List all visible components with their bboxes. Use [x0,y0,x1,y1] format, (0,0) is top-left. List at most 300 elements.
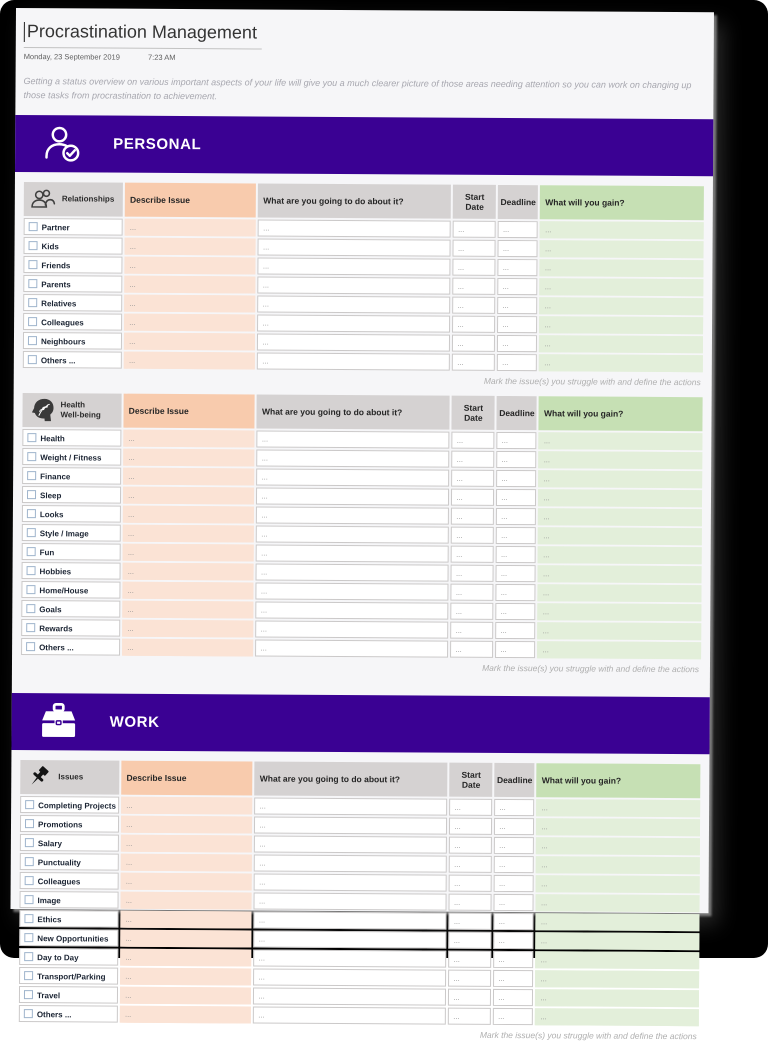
row-label: Colleagues [37,876,81,886]
cell-describe-issue[interactable]: ... [122,639,253,657]
col-header-deadline: Deadline [494,763,534,797]
cell-deadline[interactable]: ... [495,641,535,658]
todo-checkbox[interactable] [27,433,36,442]
todo-checkbox[interactable] [27,547,36,556]
table-row-rewards [21,619,701,640]
cell-describe-issue[interactable]: ... [121,873,252,891]
todo-checkbox[interactable] [26,604,35,613]
row-label: Others ... [36,1009,72,1019]
todo-checkbox[interactable] [24,933,33,942]
row-label-cell[interactable] [23,256,122,274]
cell-gain[interactable]: ... [537,799,701,817]
row-label-cell[interactable] [22,448,121,466]
cell-describe-issue[interactable]: ... [123,582,254,600]
todo-checkbox[interactable] [28,298,37,307]
cell-deadline[interactable]: ... [494,932,534,949]
cell-deadline[interactable]: ... [496,489,536,506]
cell-describe-issue[interactable]: ... [121,816,252,834]
cell-action[interactable]: ... [256,544,449,562]
row-label: Relatives [41,298,77,308]
cell-describe-issue[interactable]: ... [124,333,255,351]
cell-gain[interactable]: ... [536,894,700,912]
cell-describe-issue[interactable]: ... [120,949,251,967]
cell-start-date[interactable]: ... [452,432,495,449]
todo-checkbox[interactable] [28,317,37,326]
cell-deadline[interactable]: ... [494,894,534,911]
row-label-cell[interactable] [24,218,123,236]
cell-start-date[interactable]: ... [451,584,494,601]
cell-action[interactable]: ... [258,219,451,237]
cell-gain[interactable]: ... [536,856,700,874]
cell-gain[interactable]: ... [540,240,704,258]
cell-deadline[interactable]: ... [497,316,537,333]
cell-action[interactable]: ... [258,238,451,256]
col-header-what-are-you-going-to-do-about-it: What are you going to do about it? [257,394,450,429]
todo-checkbox[interactable] [27,471,36,480]
cell-gain[interactable]: ... [538,527,702,545]
section-banner-work [11,693,709,754]
cell-gain[interactable]: ... [536,875,700,893]
cell-describe-issue[interactable]: ... [121,854,252,872]
cell-gain[interactable]: ... [539,432,703,450]
cell-action[interactable]: ... [256,487,449,505]
cell-deadline[interactable]: ... [496,451,536,468]
cell-action[interactable]: ... [256,620,449,638]
cell-action[interactable]: ... [254,873,447,891]
row-label-cell[interactable] [21,619,120,637]
cell-describe-issue[interactable]: ... [120,1006,251,1024]
row-label: Goals [39,604,62,614]
cell-action[interactable]: ... [254,968,447,986]
cell-deadline[interactable]: ... [494,818,534,835]
cell-deadline[interactable]: ... [496,546,536,563]
cell-action[interactable]: ... [254,892,447,910]
cell-gain[interactable]: ... [538,603,702,621]
cell-deadline[interactable]: ... [494,837,534,854]
row-label-cell[interactable] [23,237,122,255]
cell-deadline[interactable]: ... [493,970,533,987]
cell-describe-issue[interactable]: ... [123,544,254,562]
cell-gain[interactable]: ... [536,932,700,950]
row-label-cell[interactable] [19,910,118,928]
cell-deadline[interactable]: ... [497,297,537,314]
table-row-colleagues [23,313,703,334]
row-label-cell[interactable] [20,872,119,890]
cell-describe-issue[interactable]: ... [123,487,254,505]
cell-start-date[interactable]: ... [449,818,492,835]
todo-checkbox[interactable] [24,914,33,923]
cell-start-date[interactable]: ... [449,856,492,873]
row-label-cell[interactable] [21,638,120,656]
col-header-what-will-you-gain: What will you gain? [540,185,704,220]
cell-start-date[interactable]: ... [453,259,496,276]
cell-describe-issue[interactable]: ... [124,314,255,332]
cell-start-date[interactable]: ... [452,470,495,487]
table-row-weight-fitness [22,448,702,469]
col-header-deadline: Deadline [498,185,538,219]
table-row-hobbies [22,562,702,583]
cell-action[interactable]: ... [254,911,447,929]
cell-deadline[interactable]: ... [498,278,538,295]
row-label: Rewards [39,623,73,633]
todo-checkbox[interactable] [28,279,37,288]
cell-start-date[interactable]: ... [448,970,491,987]
cell-gain[interactable]: ... [540,297,704,315]
todo-checkbox[interactable] [25,800,34,809]
cell-describe-issue[interactable]: ... [121,797,252,815]
cell-start-date[interactable]: ... [453,297,496,314]
row-label-cell[interactable] [23,332,122,350]
todo-checkbox[interactable] [28,355,37,364]
cell-describe-issue[interactable]: ... [122,620,253,638]
cell-action[interactable]: ... [257,333,450,351]
cell-action[interactable]: ... [254,930,447,948]
table-block-health-well-being [19,391,705,674]
cell-describe-issue[interactable]: ... [124,276,255,294]
table-row-parents [23,275,703,296]
col-header-what-are-you-going-to-do-about-it: What are you going to do about it? [255,761,448,796]
cell-gain[interactable]: ... [538,622,702,640]
cell-gain[interactable]: ... [535,989,699,1007]
cell-start-date[interactable]: ... [449,951,492,968]
table-row-colleagues [20,872,700,893]
cell-gain[interactable]: ... [539,470,703,488]
row-label: Completing Projects [38,800,116,811]
cell-deadline[interactable]: ... [494,913,534,930]
people-icon [30,186,56,212]
cell-deadline[interactable]: ... [496,508,536,525]
row-label-cell[interactable] [19,986,118,1004]
row-label-cell[interactable] [22,505,121,523]
row-label-cell[interactable] [21,581,120,599]
cell-describe-issue[interactable]: ... [123,468,254,486]
row-label-cell[interactable] [20,853,119,871]
row-label-cell[interactable] [22,562,121,580]
row-label-cell[interactable] [20,891,119,909]
row-label-cell[interactable] [22,467,121,485]
cell-start-date[interactable]: ... [449,913,492,930]
row-label: Style / Image [39,528,89,538]
cell-describe-issue[interactable]: ... [121,892,252,910]
cell-action[interactable]: ... [255,797,448,815]
table-row-neighbours [23,332,703,353]
cell-deadline[interactable]: ... [496,603,536,620]
todo-checkbox[interactable] [24,971,33,980]
cell-action[interactable]: ... [253,987,446,1005]
col-header-start-date: Start Date [450,763,493,797]
cell-action[interactable]: ... [258,276,451,294]
cell-deadline[interactable]: ... [494,856,534,873]
cell-gain[interactable]: ... [535,1008,699,1026]
cell-start-date[interactable]: ... [452,354,495,371]
todo-checkbox[interactable] [25,838,34,847]
cell-describe-issue[interactable]: ... [123,525,254,543]
cell-describe-issue[interactable]: ... [120,930,251,948]
table-row-ethics [19,910,699,931]
cell-deadline[interactable]: ... [498,259,538,276]
cell-action[interactable]: ... [254,949,447,967]
cell-deadline[interactable]: ... [498,221,538,238]
cell-describe-issue[interactable]: ... [120,968,251,986]
cell-start-date[interactable]: ... [453,240,496,257]
page-title-block [24,21,262,49]
cell-action[interactable]: ... [253,1006,446,1024]
table-row-style-image [22,524,702,545]
cell-gain[interactable]: ... [540,278,704,296]
cell-action[interactable]: ... [257,352,450,370]
col-header-deadline: Deadline [497,396,537,430]
col-header-what-will-you-gain: What will you gain? [537,763,701,798]
cell-action[interactable]: ... [257,314,450,332]
cell-gain[interactable]: ... [538,584,702,602]
cell-gain[interactable]: ... [540,259,704,277]
row-label-cell[interactable] [19,948,118,966]
cell-describe-issue[interactable]: ... [123,449,254,467]
cell-gain[interactable]: ... [538,546,702,564]
row-label: Sleep [39,490,62,500]
row-label: Hobbies [39,566,72,576]
cell-gain[interactable]: ... [536,951,700,969]
row-label-cell[interactable] [23,294,122,312]
todo-checkbox[interactable] [29,241,38,250]
cell-describe-issue[interactable]: ... [125,219,256,237]
cell-deadline[interactable]: ... [497,432,537,449]
cell-describe-issue[interactable]: ... [122,601,253,619]
cell-action[interactable]: ... [257,449,450,467]
cell-start-date[interactable]: ... [453,278,496,295]
cell-action[interactable]: ... [257,468,450,486]
row-label-cell[interactable] [22,429,121,447]
row-label: Transport/Parking [37,971,106,982]
cell-gain[interactable]: ... [540,316,704,334]
cell-start-date[interactable]: ... [449,894,492,911]
cell-deadline[interactable]: ... [493,989,533,1006]
row-label-cell[interactable] [19,929,118,947]
banner-label: WORK [109,713,160,731]
todo-checkbox[interactable] [24,990,33,999]
row-label-cell[interactable] [23,275,122,293]
todo-checkbox[interactable] [25,819,34,828]
todo-checkbox[interactable] [26,585,35,594]
todo-checkbox[interactable] [24,952,33,961]
cell-describe-issue[interactable]: ... [124,352,255,370]
cell-start-date[interactable]: ... [451,527,494,544]
cell-describe-issue[interactable]: ... [124,295,255,313]
pushpin-icon [26,764,52,790]
cell-start-date[interactable]: ... [449,837,492,854]
cell-deadline[interactable]: ... [497,335,537,352]
row-label: Neighbours [40,336,86,346]
cell-start-date[interactable]: ... [452,451,495,468]
cell-describe-issue[interactable]: ... [121,911,252,929]
cell-deadline[interactable]: ... [497,354,537,371]
row-label-cell[interactable] [19,967,118,985]
row-label-cell[interactable] [22,524,121,542]
todo-checkbox[interactable] [27,452,36,461]
cell-action[interactable]: ... [256,601,449,619]
cell-deadline[interactable]: ... [494,799,534,816]
col-header-what-will-you-gain: What will you gain? [539,396,703,431]
row-label: Kids [41,241,59,251]
todo-checkbox[interactable] [27,490,36,499]
cell-gain[interactable]: ... [539,354,703,372]
cell-describe-issue[interactable]: ... [125,238,256,256]
cell-start-date[interactable]: ... [451,565,494,582]
cell-start-date[interactable]: ... [450,641,493,658]
cell-action[interactable]: ... [254,854,447,872]
col-header-issues [20,760,119,795]
cell-deadline[interactable]: ... [493,951,533,968]
row-label: Others ... [39,642,74,652]
cell-describe-issue[interactable]: ... [123,506,254,524]
table-issues [17,758,703,1028]
cell-deadline[interactable]: ... [496,470,536,487]
cell-start-date[interactable]: ... [451,603,494,620]
row-label-cell[interactable] [20,815,119,833]
cell-action[interactable]: ... [257,430,450,448]
cell-start-date[interactable]: ... [449,875,492,892]
cell-action[interactable]: ... [258,295,451,313]
todo-checkbox[interactable] [28,260,37,269]
table-row-sleep [22,486,702,507]
row-label: Looks [39,509,64,519]
row-label: Ethics [37,914,62,924]
todo-checkbox[interactable] [27,509,36,518]
cell-start-date[interactable]: ... [448,1008,491,1025]
table-row-punctuality [20,853,700,874]
todo-checkbox[interactable] [26,623,35,632]
table-row-completing-projects [20,796,700,817]
row-label: Friends [41,260,71,270]
cell-action[interactable]: ... [256,582,449,600]
row-label: Travel [36,990,61,1000]
todo-checkbox[interactable] [24,1009,33,1018]
cell-start-date[interactable]: ... [452,316,495,333]
table-health-well-being [19,391,705,661]
row-label: Image [37,895,61,905]
table-row-relatives [23,294,703,315]
page-title[interactable]: Procrastination Management [26,21,258,43]
cell-start-date[interactable]: ... [451,508,494,525]
person-check-icon [39,121,85,167]
cell-start-date[interactable]: ... [448,989,491,1006]
cell-start-date[interactable]: ... [451,489,494,506]
table-title-wrap [22,764,117,791]
cell-deadline[interactable]: ... [496,584,536,601]
row-label-cell[interactable] [20,834,119,852]
briefcase-icon [36,699,82,745]
cell-start-date[interactable]: ... [449,799,492,816]
row-label-cell[interactable] [22,543,121,561]
cell-describe-issue[interactable]: ... [123,563,254,581]
row-label-cell[interactable] [23,351,122,369]
cell-start-date[interactable]: ... [451,546,494,563]
cell-gain[interactable]: ... [536,970,700,988]
table-row-health [22,429,702,450]
table-row-friends [23,256,703,277]
cell-start-date[interactable]: ... [453,221,496,238]
cell-action[interactable]: ... [254,835,447,853]
cell-deadline[interactable]: ... [496,565,536,582]
row-label-cell[interactable] [19,1005,118,1023]
cell-action[interactable]: ... [256,506,449,524]
cell-describe-issue[interactable]: ... [121,835,252,853]
todo-checkbox[interactable] [25,857,34,866]
todo-checkbox[interactable] [29,222,38,231]
cell-action[interactable]: ... [254,816,447,834]
row-label: Finance [40,471,71,481]
cell-deadline[interactable]: ... [495,622,535,639]
todo-checkbox[interactable] [26,642,35,651]
row-label-cell[interactable] [21,600,120,618]
cell-gain[interactable]: ... [538,565,702,583]
cell-gain[interactable]: ... [539,451,703,469]
cell-deadline[interactable]: ... [493,1008,533,1025]
row-label-cell[interactable] [23,313,122,331]
table-row-others [23,351,703,372]
table-row-others [19,1005,699,1026]
page-meta [24,52,714,65]
page-date: Monday, 23 September 2019 [23,52,120,62]
cell-deadline[interactable]: ... [494,875,534,892]
table-row-others [21,638,701,659]
row-label-cell[interactable] [22,486,121,504]
row-label: Health [40,433,65,443]
row-label: Day to Day [37,952,79,962]
cell-action[interactable]: ... [256,563,449,581]
cell-gain[interactable]: ... [536,913,700,931]
table-title-wrap [24,397,119,424]
cell-describe-issue[interactable]: ... [123,430,254,448]
cell-gain[interactable]: ... [540,221,704,239]
sections [10,115,714,1041]
table-row-kids [23,237,703,258]
row-label: Promotions [37,819,83,829]
cell-gain[interactable]: ... [536,837,700,855]
row-label-cell[interactable] [20,796,119,814]
mind-icon [28,397,54,423]
todo-checkbox[interactable] [25,876,34,885]
todo-checkbox[interactable] [25,895,34,904]
todo-checkbox[interactable] [28,336,37,345]
cell-gain[interactable]: ... [536,818,700,836]
table-row-day-to-day [19,948,699,969]
todo-checkbox[interactable] [27,528,36,537]
row-label: Punctuality [37,857,81,867]
cell-start-date[interactable]: ... [449,932,492,949]
cell-gain[interactable]: ... [538,489,702,507]
cell-deadline[interactable]: ... [496,527,536,544]
row-label: Home/House [39,585,89,595]
todo-checkbox[interactable] [27,566,36,575]
cell-start-date[interactable]: ... [452,335,495,352]
cell-describe-issue[interactable]: ... [120,987,251,1005]
cell-action[interactable]: ... [256,525,449,543]
table-row-salary [20,834,700,855]
cell-gain[interactable]: ... [539,335,703,353]
cell-action[interactable]: ... [256,639,449,657]
cell-describe-issue[interactable]: ... [125,257,256,275]
col-header-start-date: Start Date [453,185,496,219]
cell-gain[interactable]: ... [538,641,702,659]
cell-start-date[interactable]: ... [451,622,494,639]
table-row-partner [24,218,704,239]
col-header-health-well-being [22,393,121,428]
row-label: Salary [37,838,62,848]
cell-gain[interactable]: ... [538,508,702,526]
cell-deadline[interactable]: ... [498,240,538,257]
cell-action[interactable]: ... [258,257,451,275]
